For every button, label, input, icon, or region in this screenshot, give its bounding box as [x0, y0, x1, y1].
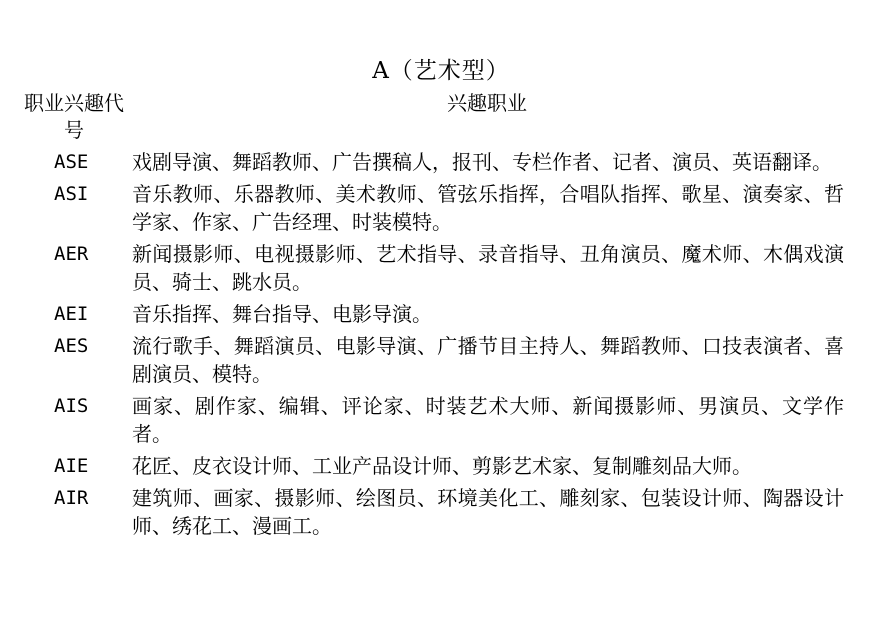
table-row [0, 148, 882, 176]
table-row [0, 300, 882, 328]
career-table [0, 148, 882, 544]
interest-code: ASI [54, 183, 89, 205]
column-header-jobs: 兴趣职业 [447, 91, 527, 115]
interest-jobs: 音乐教师、乐器教师、美术教师、管弦乐指挥，合唱队指挥、歌星、演奏家、哲学家、作家、广告经理、时装模特。 [132, 182, 844, 234]
interest-code: AIS [54, 395, 89, 417]
interest-jobs: 戏剧导演、舞蹈教师、广告撰稿人，报刊、专栏作者、记者、演员、英语翻译。 [132, 150, 832, 174]
table-row [0, 180, 882, 236]
interest-code: ASE [54, 151, 89, 173]
interest-code: AIE [54, 455, 89, 477]
interest-jobs: 花匠、皮衣设计师、工业产品设计师、剪影艺术家、复制雕刻品大师。 [132, 454, 752, 478]
interest-jobs: 新闻摄影师、电视摄影师、艺术指导、录音指导、丑角演员、魔术师、木偶戏演员、骑士、跳水员。 [132, 242, 844, 294]
interest-code: AES [54, 335, 89, 357]
column-header-code: 职业兴趣代号 [24, 91, 124, 142]
table-row [0, 240, 882, 296]
interest-code: AIR [54, 487, 89, 509]
interest-jobs: 画家、剧作家、编辑、评论家、时装艺术大师、新闻摄影师、男演员、文学作者。 [132, 394, 844, 446]
page-title: A（艺术型） [372, 58, 510, 84]
interest-jobs: 流行歌手、舞蹈演员、电影导演、广播节目主持人、舞蹈教师、口技表演者、喜剧演员、模特。 [132, 334, 844, 386]
table-row [0, 392, 882, 448]
interest-jobs: 建筑师、画家、摄影师、绘图员、环境美化工、雕刻家、包装设计师、陶器设计师、绣花工、漫画工。 [132, 486, 844, 538]
table-row [0, 452, 882, 480]
table-row [0, 484, 882, 540]
interest-code: AEI [54, 303, 89, 325]
interest-jobs: 音乐指挥、舞台指导、电影导演。 [132, 302, 432, 326]
table-row [0, 332, 882, 388]
interest-code: AER [54, 243, 89, 265]
